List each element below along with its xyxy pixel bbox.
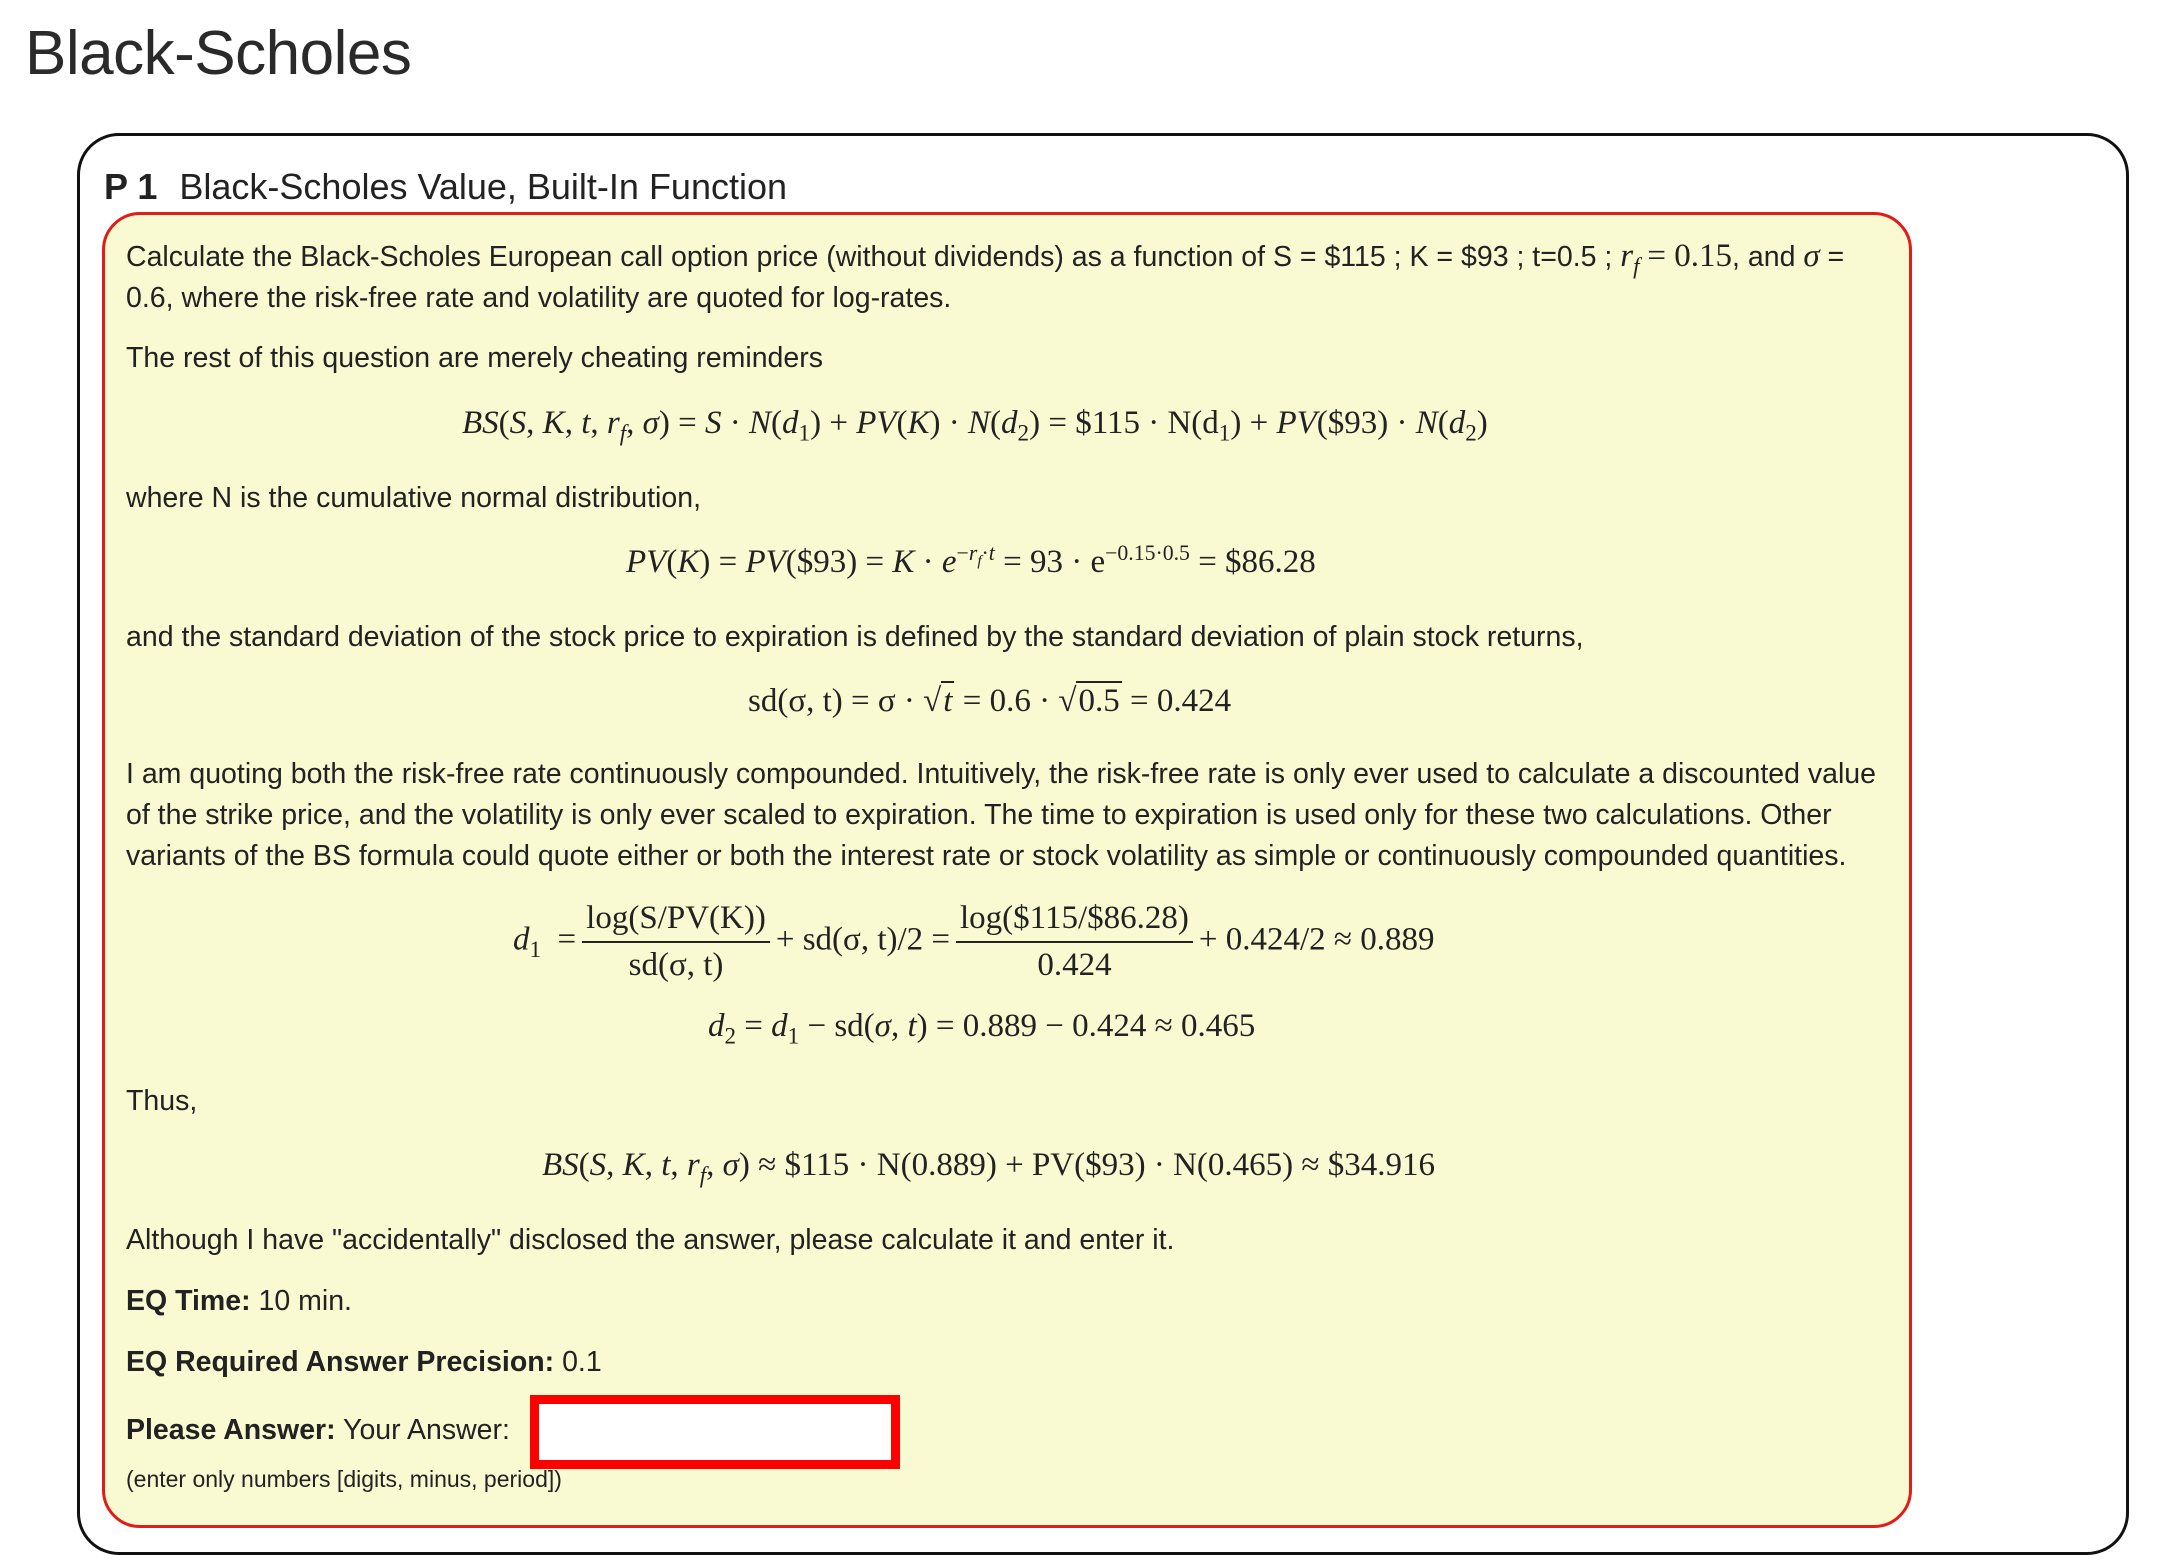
rf-symbol: $r_f$: [1620, 238, 1640, 279]
pv-formula: PV(K) = PV($93) = $K \cdot e^{-r_f\cdot t} = 93 \cdot e^{-0.15\cdot 0.5}$ = $86.28: [626, 541, 1316, 580]
sd-formula: sd(σ, t) = σ · √t = 0.6 · √0.5 = 0.424: [748, 683, 1232, 719]
bs-rhs: $115 · N(d: [1075, 405, 1219, 441]
quoting-line-3: variants of the BS formula could quote either or both the interest rate or stock volatility as simple or continuously compounded quantities.: [126, 840, 1847, 872]
answer-input[interactable]: [530, 1395, 900, 1469]
eq-time-value: 10 min.: [258, 1285, 352, 1317]
eq-precision: [126, 1342, 602, 1383]
sd-text: and the standard deviation of the stock price to expiration is defined by the standard deviation of plain stock returns,: [126, 621, 1584, 653]
bs-final-formula: BS(S, K, t, $r_f$, σ) ≈ $115 · N(0.889) + PV($93) · N(0.465) ≈ $34.916: [542, 1147, 1436, 1188]
sd-lhs: sd(σ, t) = σ ·: [748, 683, 915, 719]
d1-numerator-2: log($115/$86.28): [956, 900, 1193, 943]
answer-note: (enter only numbers [digits, minus, period]): [126, 1466, 562, 1492]
intro-line2: 0.6, where the risk-free rate and volatility are quoted for log-rates.: [126, 282, 952, 314]
eq-time: [126, 1281, 352, 1322]
pv-result: = $86.28: [1198, 544, 1316, 580]
disclosed-text: Although I have "accidentally" disclosed the answer, please calculate it and enter it.: [126, 1224, 1175, 1256]
eq-time-label: EQ Time:: [126, 1285, 251, 1317]
d1-numerator-1: log(S/PV(K)): [582, 900, 770, 943]
question-title: Black-Scholes Value, Built-In Function: [179, 166, 788, 207]
page-title: Black-Scholes: [25, 19, 412, 88]
d1-result: + 0.424/2 ≈ 0.889: [1198, 921, 1435, 958]
precision-value: 0.1: [562, 1346, 602, 1378]
reminder-text: The rest of this question are merely cheating reminders: [126, 342, 823, 374]
d1-denominator-1: sd(σ, t): [628, 947, 724, 983]
question-number: P 1: [104, 166, 158, 207]
sd-result: = 0.424: [1129, 683, 1232, 719]
precision-label: EQ Required Answer Precision:: [126, 1346, 555, 1378]
quoting-line-1: I am quoting both the risk-free rate continuously compounded. Intuitively, the risk-free rate is only ever used to calculate a discounted value: [126, 758, 1877, 790]
quoting-line-2: of the strike price, and the volatility is only ever scaled to expiration. The time to expiration is used only for these two calculations. Other: [126, 799, 1832, 831]
d1-mid: + sd(σ, t)/2 =: [775, 921, 951, 958]
d1-fraction-1: [582, 900, 770, 984]
answer-prompt: Your Answer:: [343, 1414, 510, 1446]
bs-final-result: ≈ $115 · N(0.889) + PV($93) · N(0.465) ≈ $34.916: [758, 1147, 1436, 1183]
thus-text: Thus,: [126, 1085, 198, 1117]
sd-radicand: 0.5: [1078, 683, 1120, 719]
quoting-paragraph: [126, 754, 1876, 877]
intro-and: , and: [1732, 241, 1804, 273]
intro-eq: =: [1819, 241, 1845, 273]
where-n-text: where N is the cumulative normal distribution,: [126, 482, 701, 514]
d2-formula: $d_2 = d_1 - sd(\sigma$, t) = 0.889 − 0.424 ≈ 0.465: [708, 1008, 1256, 1049]
d1-fraction-2: [956, 900, 1193, 984]
intro-text: Calculate the Black-Scholes European call option price (without dividends) as a function of S = $115 ; K = $93 ; t=0.5 ;: [126, 241, 1621, 273]
rf-value: = 0.15: [1647, 238, 1733, 274]
d1-formula: $d_1$ = $\frac{\log(S/PV(K))}{sd(\sigma, t)}$ + sd(σ, t)/2 = $\frac{\log(\$115/\$86.28)}{0.424}$ + 0.424/2 ≈ 0.889: [513, 900, 1435, 983]
answer-row: [126, 1410, 510, 1451]
pv-exponent: −0.15·0.5: [1105, 541, 1190, 565]
answer-label: Please Answer:: [126, 1414, 336, 1446]
d2-result: = 0.889 − 0.424 ≈ 0.465: [935, 1008, 1256, 1044]
sigma-symbol: σ: [1803, 238, 1820, 274]
sd-mid: = 0.6 ·: [962, 683, 1051, 719]
pv-value: = 93 · e: [1003, 544, 1106, 580]
d1-denominator-2: 0.424: [1037, 947, 1112, 983]
question-header: [104, 166, 787, 208]
intro-paragraph: [126, 236, 1886, 319]
bs-formula: BS(S, K, t, $r_f$, $\sigma) = S \cdot N(d_1) + PV(K) \cdot N(d_2)$ = $115 · $N(d_1)$ + PV($93) · $N(d_2)$: [462, 405, 1488, 446]
